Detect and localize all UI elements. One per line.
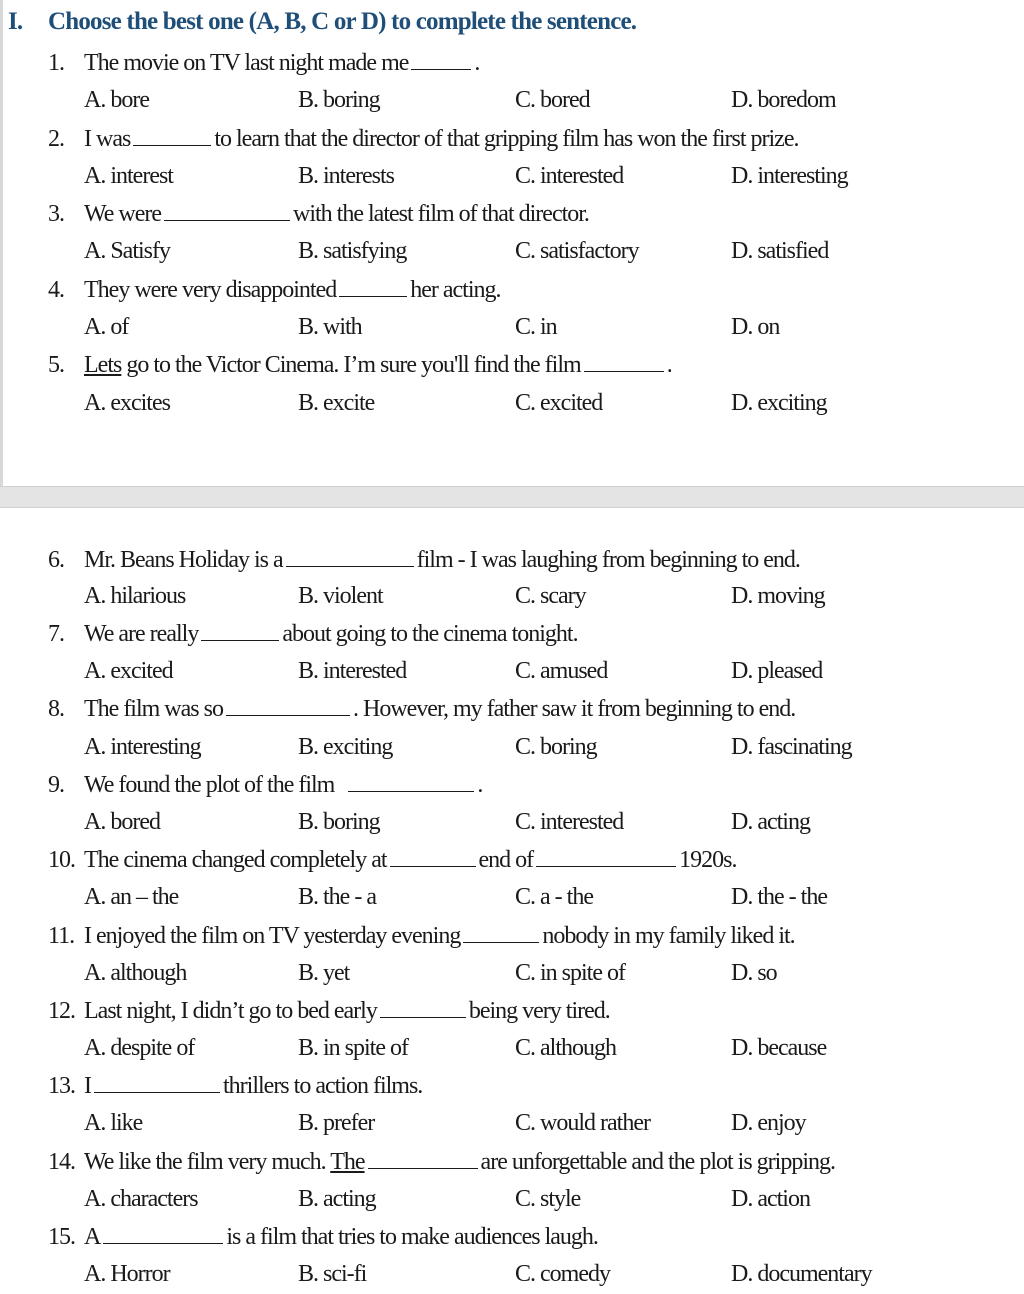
option-a: A. bored — [84, 809, 160, 835]
option-b: B. interests — [298, 163, 394, 189]
option-c: C. would rather — [515, 1110, 650, 1136]
option-d: D. on — [731, 314, 780, 340]
question-12: 12. Last night, I didn’t go to bed early being very tired. — [48, 995, 610, 1026]
option-c: C. excited — [515, 390, 603, 416]
option-c: C. a - the — [515, 884, 593, 910]
option-c: C. scary — [515, 583, 586, 609]
option-c: C. although — [515, 1035, 616, 1061]
option-a: A. of — [84, 314, 129, 340]
answer-blank — [164, 198, 290, 221]
option-d: D. so — [731, 960, 777, 986]
question-13: 13. I thrillers to action films. — [48, 1070, 422, 1101]
answer-blank — [584, 349, 664, 372]
option-c: C. in spite of — [515, 960, 625, 986]
left-margin-rule — [0, 0, 3, 486]
question-8: 8. The film was so . However, my father saw it from beginning to end. — [48, 693, 795, 724]
question-4: 4. They were very disappointed her acting. — [48, 274, 501, 305]
option-a: A. excites — [84, 390, 170, 416]
answer-blank — [463, 920, 539, 943]
option-b: B. exciting — [298, 734, 393, 760]
option-b: B. with — [298, 314, 362, 340]
option-c: C. comedy — [515, 1261, 610, 1287]
answer-blank — [348, 769, 474, 792]
option-a: A. bore — [84, 87, 149, 113]
option-b: B. in spite of — [298, 1035, 408, 1061]
question-10: 10. The cinema changed completely at end of 1920s. — [48, 844, 737, 875]
option-a: A. Satisfy — [84, 238, 170, 264]
answer-blank — [133, 123, 211, 146]
option-a: A. like — [84, 1110, 143, 1136]
option-c: C. satisfactory — [515, 238, 639, 264]
option-c: C. style — [515, 1186, 581, 1212]
option-c: C. interested — [515, 809, 624, 835]
option-c: C. boring — [515, 734, 597, 760]
answer-blank — [368, 1146, 478, 1169]
answer-blank — [380, 995, 466, 1018]
page-separator — [0, 486, 1024, 508]
option-a: A. excited — [84, 658, 173, 684]
option-d: D. the - the — [731, 884, 827, 910]
option-b: B. excite — [298, 390, 375, 416]
question-11: 11. I enjoyed the film on TV yesterday evening nobody in my family liked it. — [48, 920, 795, 951]
question-3: 3. We were with the latest film of that director. — [48, 198, 589, 229]
answer-blank — [411, 47, 471, 70]
page-bottom — [0, 508, 1024, 1294]
question-1: 1. The movie on TV last night made me . — [48, 47, 479, 78]
option-b: B. prefer — [298, 1110, 375, 1136]
option-a: A. although — [84, 960, 187, 986]
answer-blank — [286, 544, 414, 567]
question-15: 15. A is a film that tries to make audiences laugh. — [48, 1221, 598, 1252]
option-a: A. an – the — [84, 884, 179, 910]
option-d: D. enjoy — [731, 1110, 806, 1136]
option-a: A. interesting — [84, 734, 201, 760]
answer-blank — [339, 274, 407, 297]
answer-blank — [201, 618, 279, 641]
option-a: A. despite of — [84, 1035, 195, 1061]
option-b: B. boring — [298, 87, 380, 113]
question-9: 9. We found the plot of the film . — [48, 769, 482, 800]
question-14: 14. We like the film very much. The are unforgettable and the plot is gripping. — [48, 1146, 835, 1177]
option-d: D. because — [731, 1035, 827, 1061]
option-a: A. hilarious — [84, 583, 186, 609]
section-number: I. — [8, 8, 23, 35]
option-d: D. exciting — [731, 390, 827, 416]
answer-blank — [536, 844, 676, 867]
page-top — [0, 0, 1024, 486]
option-d: D. moving — [731, 583, 825, 609]
question-6: 6. Mr. Beans Holiday is a film - I was laughing from beginning to end. — [48, 544, 800, 575]
option-d: D. interesting — [731, 163, 848, 189]
option-b: B. satisfying — [298, 238, 407, 264]
option-c: C. amused — [515, 658, 608, 684]
question-2: 2. I was to learn that the director of that gripping film has won the first prize. — [48, 123, 798, 154]
option-a: A. interest — [84, 163, 173, 189]
option-c: C. interested — [515, 163, 624, 189]
answer-blank — [390, 844, 476, 867]
answer-blank — [94, 1070, 220, 1093]
question-7: 7. We are really about going to the cinema tonight. — [48, 618, 578, 649]
answer-blank — [226, 693, 350, 716]
option-b: B. yet — [298, 960, 350, 986]
option-c: C. in — [515, 314, 557, 340]
option-d: D. satisfied — [731, 238, 829, 264]
option-b: B. the - a — [298, 884, 376, 910]
option-a: A. characters — [84, 1186, 198, 1212]
option-d: D. action — [731, 1186, 810, 1212]
option-b: B. boring — [298, 809, 380, 835]
option-b: B. interested — [298, 658, 407, 684]
option-b: B. violent — [298, 583, 383, 609]
option-d: D. documentary — [731, 1261, 872, 1287]
option-c: C. bored — [515, 87, 590, 113]
option-d: D. pleased — [731, 658, 823, 684]
option-b: B. sci-fi — [298, 1261, 367, 1287]
option-d: D. boredom — [731, 87, 836, 113]
section-instruction: Choose the best one (A, B, C or D) to complete the sentence. — [48, 8, 637, 35]
question-5: 5. Lets go to the Victor Cinema. I’m sure you'll find the film . — [48, 349, 672, 380]
option-d: D. acting — [731, 809, 810, 835]
option-b: B. acting — [298, 1186, 376, 1212]
section-heading — [8, 8, 636, 36]
answer-blank — [103, 1221, 223, 1244]
option-a: A. Horror — [84, 1261, 170, 1287]
option-d: D. fascinating — [731, 734, 852, 760]
